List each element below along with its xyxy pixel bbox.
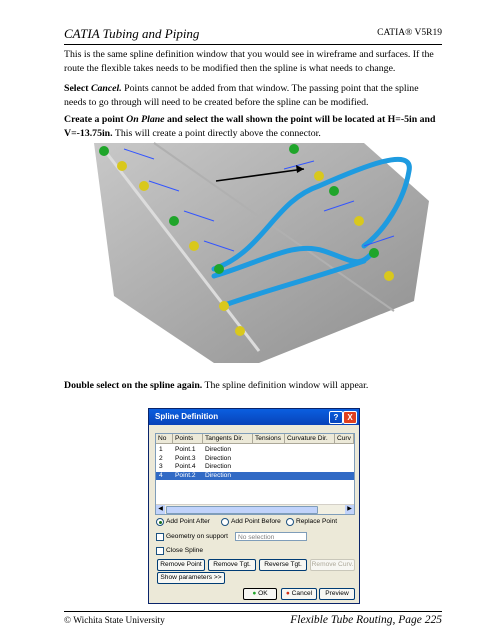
list-row-selected[interactable]: 4 Point.2 Direction: [156, 472, 354, 481]
checkbox-geometry-support[interactable]: [156, 533, 164, 541]
reverse-tgt-button[interactable]: Reverse Tgt.: [259, 559, 307, 571]
list-row[interactable]: 3 Point.4 Direction: [159, 463, 232, 470]
connector-yellow: [117, 161, 127, 171]
col-header-no[interactable]: No: [156, 434, 173, 444]
paragraph-2: Select Cancel. Points cannot be added from that window. The passing point that the spline needs to go through will need to be created before the spline can be modified.: [64, 83, 419, 108]
cancel-icon: ●: [285, 590, 290, 597]
connector-green: [99, 146, 109, 156]
connector-yellow: [314, 171, 324, 181]
list-row[interactable]: 2 Point.3 Direction: [159, 454, 232, 462]
col-header-curv[interactable]: Curv: [335, 434, 354, 444]
ok-button[interactable]: ● OK: [243, 588, 277, 600]
show-parameters-button[interactable]: Show parameters >>: [157, 572, 225, 584]
scroll-right-icon[interactable]: ▶: [345, 505, 354, 514]
col-header-tangents[interactable]: Tangents Dir.: [203, 434, 253, 444]
header-rule: [64, 44, 442, 45]
close-button[interactable]: X: [343, 411, 357, 424]
radio-add-point-before[interactable]: [221, 518, 229, 526]
connector-green: [214, 264, 224, 274]
radio-add-point-after[interactable]: [156, 518, 164, 526]
col-header-curvature[interactable]: Curvature Dir.: [285, 434, 335, 444]
paragraph-3: Create a point On Plane and select the wall shown the point will be located at H=-5in and V=-13.75in. This will create a point directly above the connector.: [64, 114, 436, 139]
spline-definition-dialog: [148, 408, 360, 604]
radio-replace-point[interactable]: [286, 518, 294, 526]
preview-button[interactable]: Preview: [319, 588, 355, 600]
tube-routing-render: [64, 141, 429, 363]
connector-yellow: [354, 216, 364, 226]
label-add-point-after: Add Point After: [166, 518, 210, 525]
page-header: [64, 26, 442, 44]
header-title: CATIA Tubing and Piping: [64, 26, 200, 41]
header-version: CATIA® V5R19: [377, 28, 442, 38]
help-button[interactable]: ?: [329, 411, 343, 424]
points-list[interactable]: [155, 433, 355, 515]
paragraph-4: Double select on the spline again. The spline definition window will appear.: [64, 380, 369, 391]
connector-yellow: [189, 241, 199, 251]
checkbox-close-spline[interactable]: [156, 547, 164, 555]
connector-yellow: [219, 301, 229, 311]
connector-green: [369, 248, 379, 258]
connector-yellow: [235, 326, 245, 336]
list-row[interactable]: 1 Point.1 Direction: [159, 446, 232, 453]
cancel-button[interactable]: ● Cancel: [281, 588, 317, 600]
connector-green: [289, 144, 299, 154]
label-geometry-support: Geometry on support: [166, 533, 228, 540]
col-header-points[interactable]: Points: [173, 434, 203, 444]
p2-cancel: Cancel.: [90, 83, 122, 94]
label-add-point-before: Add Point Before: [231, 518, 281, 525]
connector-green: [329, 186, 339, 196]
footer-copyright: © Wichita State University: [64, 616, 165, 626]
scroll-left-icon[interactable]: ◀: [156, 505, 165, 514]
support-field[interactable]: No selection: [235, 532, 307, 541]
col-header-tensions[interactable]: Tensions: [253, 434, 285, 444]
dialog-titlebar: [149, 409, 359, 425]
remove-tgt-button[interactable]: Remove Tgt.: [208, 559, 256, 571]
connector-yellow: [384, 271, 394, 281]
label-close-spline: Close Spline: [166, 547, 204, 554]
ok-icon: ●: [252, 590, 257, 597]
dialog-title: Spline Definition: [155, 412, 219, 421]
paragraph-1: This is the same spline definition window that you would see in wireframe and surfaces. If the route the flexible takes needs to be modified then the spline is what needs to change.: [64, 49, 434, 74]
scroll-thumb[interactable]: [166, 506, 318, 514]
label-replace-point: Replace Point: [296, 518, 338, 525]
remove-point-button[interactable]: Remove Point: [157, 559, 205, 571]
connector-green: [169, 216, 179, 226]
p2-bold: Select: [64, 83, 91, 94]
remove-curv-button: Remove Curv.: [310, 559, 355, 571]
footer-page: Flexible Tube Routing, Page 225: [290, 614, 442, 626]
list-hscrollbar[interactable]: [156, 504, 354, 514]
footer-rule: [64, 611, 442, 612]
connector-yellow: [139, 181, 149, 191]
